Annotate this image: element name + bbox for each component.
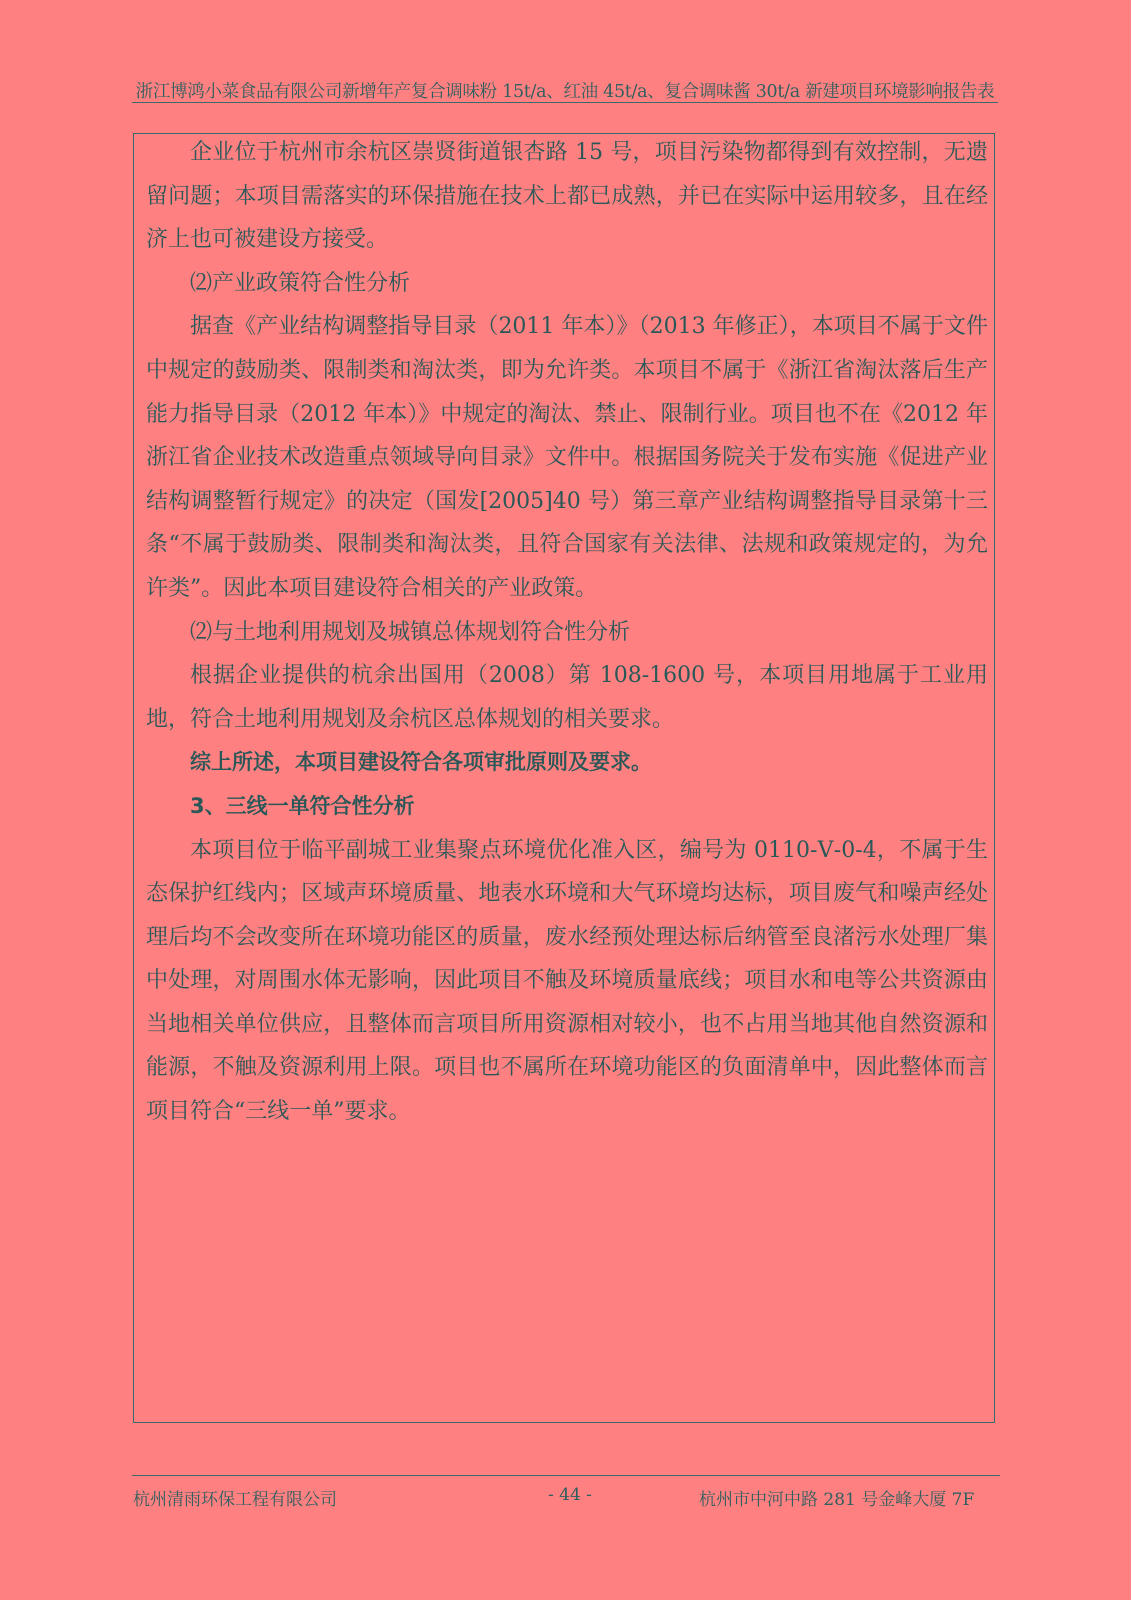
heading-three-lines-one-list: 3、三线一单符合性分析 <box>190 793 415 818</box>
footer-divider <box>132 1475 1000 1476</box>
footer-company: 杭州清雨环保工程有限公司 <box>133 1490 337 1510</box>
footer-address: 杭州市中河中路 281 号金峰大厦 7F <box>699 1490 975 1510</box>
heading-industrial-policy: ⑵产业政策符合性分析 <box>190 270 411 296</box>
header-divider <box>132 102 998 103</box>
page-number: - 44 - <box>548 1485 592 1505</box>
document-body <box>146 131 988 1134</box>
summary-statement: 综上所述，本项目建设符合各项审批原则及要求。 <box>190 750 652 775</box>
header-title: 浙江博鸿小菜食品有限公司新增年产复合调味粉 15t/a、红油 45t/a、复合调味酱 30t/a 新建项目环境影响报告表 <box>135 82 995 102</box>
paragraph-three-lines-one-list: 本项目位于临平副城工业集聚点环境优化准入区，编号为 0110-Ⅴ-0-4，不属于生态保护红线内；区域声环境质量、地表水环境和大气环境均达标，项目废气和噪声经处理后均不会改变所在环境功能区的质量，废水经预处理达标后纳管至良渚污水处理厂集中处理，对周围水体无影响，因此项目不触及环境质量底线；项目水和电等公共资源由当地相关单位供应，且整体而言项目所用资源相对较小，也不占用当地其他自然资源和能源，不触及资源利用上限。项目也不属所在环境功能区的负面清单中，因此整体而言项目符合“三线一单”要求。 <box>146 837 988 1125</box>
paragraph-enterprise-location: 企业位于杭州市余杭区崇贤街道银杏路 15 号，项目污染物都得到有效控制，无遗留问题；本项目需落实的环保措施在技术上都已成熟，并已在实际中运用较多，且在经济上也可被建设方接受。 <box>146 140 988 253</box>
heading-land-use: ⑵与土地利用规划及城镇总体规划符合性分析 <box>190 619 631 645</box>
paragraph-industrial-policy: 据查《产业结构调整指导目录（2011 年本）》（2013 年修正），本项目不属于文件中规定的鼓励类、限制类和淘汰类，即为允许类。本项目不属于《浙江省淘汰落后生产能力指导目录（2012 年本）》中规定的淘汰、禁止、限制行业。项目也不在《2012 年浙江省企业技术改造重点领域导向目录》文件中。根据国务院关于发布实施《促进产业结构调整暂行规定》的决定（国发[2005]40 号）第三章产业结构调整指导目录第十三条“不属于鼓励类、限制类和淘汰类，且符合国家有关法律、法规和政策规定的，为允许类”。因此本项目建设符合相关的产业政策。 <box>146 314 988 601</box>
paragraph-land-use: 根据企业提供的杭余出国用（2008）第 108-1600 号，本项目用地属于工业用地，符合土地利用规划及余杭区总体规划的相关要求。 <box>146 663 988 732</box>
